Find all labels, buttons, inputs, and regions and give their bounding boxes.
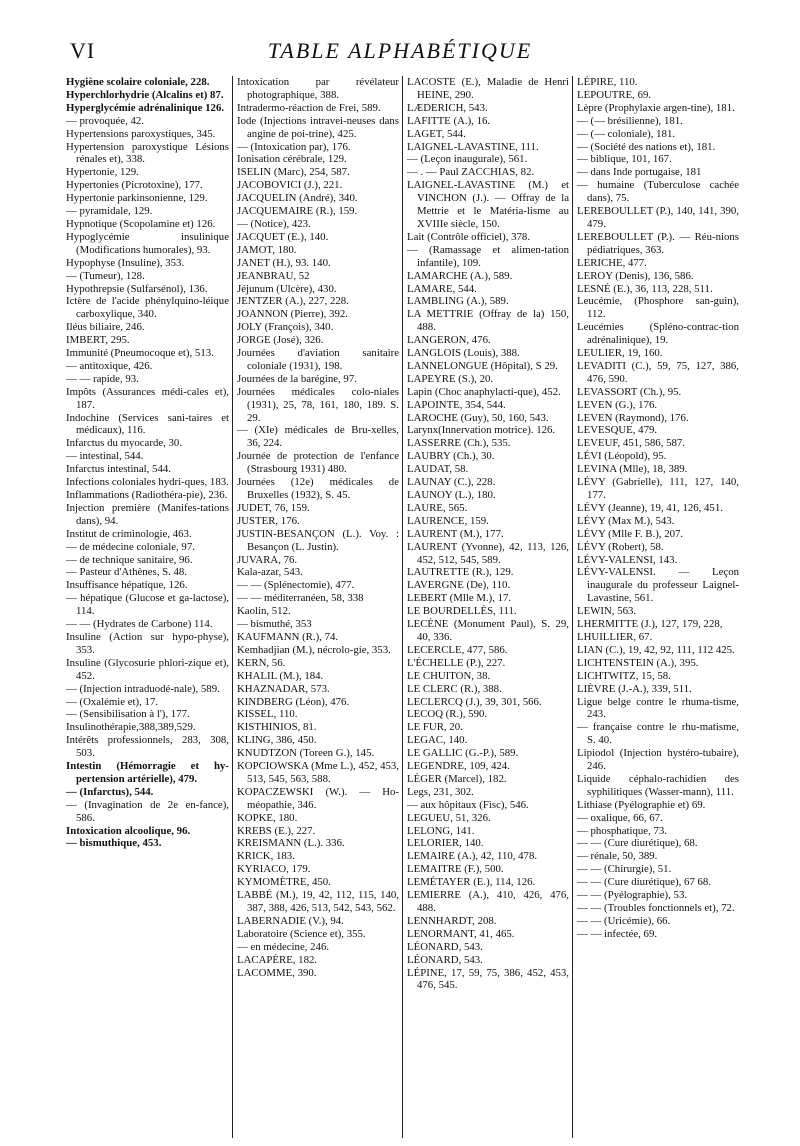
index-entry: LAURE, 565. [407, 501, 468, 514]
index-entry: JACQUEMAIRE (R.), 159. [237, 205, 358, 218]
index-entry: — rénale, 50, 389. [577, 850, 658, 863]
index-entry: LAUNAY (C.), 228. [407, 476, 496, 489]
index-entry: LEMAIRE (A.), 42, 110, 478. [407, 850, 538, 863]
index-entry: LEVADITI (C.), 59, 75, 127, 386, 476, 590. [577, 359, 739, 385]
page-number: VI [70, 38, 96, 63]
index-entry: KAUFMANN (R.), 74. [237, 630, 339, 643]
index-entry: — (— brésilienne), 181. [577, 114, 683, 127]
index-entry: — dans Inde portugaise, 181 [577, 166, 702, 179]
index-entry: Leucémie, (Phosphore san-guin), 112. [577, 295, 739, 321]
index-entry: LE CLERC (R.), 388. [407, 682, 502, 695]
index-entry: LECERCLE, 477, 586. [407, 643, 508, 656]
index-entry: — — rapide, 93. [66, 372, 139, 385]
index-entry: — (Oxalémie et), 17. [66, 695, 159, 708]
index-entry: Ligue belge contre le rhuma-tisme, 243. [577, 695, 739, 721]
index-entry: JACOBOVICI (J.), 221. [237, 179, 343, 192]
index-entry: LEGAC, 140. [407, 734, 468, 747]
index-entry: Immunité (Pneumocoque et), 513. [66, 347, 214, 360]
index-entry: — oxalique, 66, 67. [577, 811, 663, 824]
index-entry: Hypertonies (Picrotoxine), 177. [66, 179, 203, 192]
index-entry: Ictère de l'acide phénylquino-léique carboxylique, 340. [66, 295, 229, 321]
index-entry: KOPCIOWSKA (Mme L.), 452, 453, 513, 545, 563, 588. [237, 760, 399, 785]
index-entry: LÉVY (Jeanne), 19, 41, 126, 451. [577, 501, 723, 514]
index-entry: LAUDAT, 58. [407, 463, 469, 476]
index-entry: LELONG, 141. [407, 824, 475, 837]
index-entry: KLING, 386, 450. [237, 734, 317, 747]
index-entry: — pyramidale, 129. [66, 205, 153, 218]
index-entry: Journées d'aviation sanitaire coloniale (1931), 198. [237, 347, 399, 372]
index-entry: LESNÉ (E.), 36, 113, 228, 511. [577, 282, 713, 295]
page-title: TABLE ALPHABÉTIQUE [267, 38, 533, 63]
index-entry: LAUNOY (L.), 180. [407, 489, 496, 501]
index-entry: LEVESQUE, 479. [577, 424, 658, 437]
index-entry: — hépatique (Glucose et ga-lactose), 114. [66, 592, 229, 618]
index-entry: Insuline (Action sur hypo-physe), 353. [66, 630, 229, 656]
index-entry: KISTHINIOS, 81. [237, 721, 317, 734]
index-entry: LEBERT (Mlle M.), 17. [407, 592, 512, 605]
index-entry: — (Société des nations et), 181. [577, 140, 716, 153]
index-entry: — (Notice), 423. [237, 217, 311, 230]
index-entry: LHERMITTE (J.), 127, 179, 228, [577, 618, 723, 631]
index-entry: LECÈNE (Monument Paul), S. 29, 40, 336. [407, 618, 569, 643]
index-entry: LAMBLING (A.), 589. [407, 295, 509, 308]
index-entry: Journées médicales colo-niales (1931), 25, 78, 161, 180, 189. S. 29. [237, 385, 399, 424]
index-entry: LAMARCHE (A.), 589. [407, 269, 513, 282]
index-entry: KNUDTZON (Toreen G.), 145. [237, 747, 375, 760]
index-entry: LACAPÈRE, 182. [237, 953, 318, 966]
index-entry: Infarctus intestinal, 544. [66, 463, 171, 476]
index-entry: JAMOT, 180. [237, 243, 297, 256]
index-entry: LEVINA (Mlle), 18, 389. [577, 463, 688, 476]
index-entry: LAFITTE (A.), 16. [407, 114, 491, 127]
index-entry: LÉVY (Gabrielle), 111, 127, 140, 177. [577, 476, 739, 501]
index-entry: LEULIER, 19, 160. [577, 347, 663, 360]
index-entry: — — infectée, 69. [577, 927, 658, 940]
page-header [70, 38, 730, 72]
index-entry: LÉONARD, 543. [407, 940, 483, 953]
index-entry: Jéjunum (Ulcère), 430. [237, 282, 337, 295]
index-entry: Legs, 231, 302. [407, 785, 474, 798]
index-entry: — — (Troubles fonctionnels et), 72. [577, 902, 735, 914]
index-entry: Lipiodol (Injection hystéro-tubaire), 246. [577, 747, 739, 773]
index-entry: KREBS (E.), 227. [237, 824, 316, 837]
index-entry: Impôts (Assurances médi-cales et), 187. [66, 385, 229, 411]
index-entry: — (Intoxication par), 176. [237, 140, 351, 153]
index-entry: LEPOUTRE, 69. [577, 88, 652, 101]
index-entry: LERICHE, 477. [577, 256, 647, 269]
index-entry: LANNELONGUE (Hôpital), S 29. [407, 359, 558, 372]
index-entry: — (XIe) médicales de Bru-xelles, 36, 224. [237, 424, 399, 450]
index-entry: LAPOINTE, 354, 544. [407, 398, 506, 411]
index-entry: LEREBOULLET (P.). — Réu-nions pédiatriques, 363. [577, 230, 739, 256]
index-entry: Hypertensions paroxystiques, 345. [66, 127, 216, 140]
index-entry: LEVASSORT (Ch.), 95. [577, 385, 682, 398]
index-entry: — (Injection intraduodé-nale), 589. [66, 682, 220, 695]
index-entry: LAPEYRE (S.), 20. [407, 372, 494, 385]
index-entry: — — (Pyélographie), 53. [577, 889, 688, 902]
index-entry: — bismuthé, 353 [237, 618, 312, 631]
index-columns [62, 76, 742, 1138]
index-entry: Intestin (Hémorragie et hy-pertension artérielle), 479. [66, 760, 229, 785]
index-entry: Hyperchlorhydrie (Alcalins et) 87. [66, 88, 224, 101]
index-entry: LAURENT (Yvonne), 42, 113, 126, 452, 512, 545, 589. [407, 540, 569, 566]
index-entry: — antitoxique, 426. [66, 359, 153, 372]
index-entry: — (Infarctus), 544. [66, 785, 154, 798]
index-column-2 [232, 76, 402, 1138]
index-entry: LEVEUF, 451, 586, 587. [577, 437, 686, 450]
index-entry: JENTZER (A.), 227, 228. [237, 295, 349, 308]
index-entry: JANET (H.), 93. 140. [237, 256, 331, 269]
index-entry: Hypertonie, 129. [66, 166, 139, 179]
index-entry: Inflammations (Radiothéra-pie), 236. [66, 489, 228, 501]
index-entry: JOANNON (Pierre), 392. [237, 308, 348, 321]
index-entry: — aux hôpitaux (Fisc), 546. [407, 798, 529, 811]
index-entry: — (Sensibilisation à l'), 177. [66, 708, 190, 721]
index-entry: LÉPIRE, 110. [577, 76, 638, 88]
index-entry: LÉPINE, 17, 59, 75, 386, 452, 453, 476, 545. [407, 966, 569, 992]
index-entry: Larynx(Innervation motrice). 126. [407, 424, 556, 437]
index-entry: Kala-azar, 543. [237, 566, 303, 579]
index-entry: JACQUET (E.), 140. [237, 230, 329, 243]
index-entry: LAIGNEL-LAVASTINE, 111. [407, 140, 539, 153]
index-entry: Laboratoire (Science et), 355. [237, 927, 366, 940]
index-entry: Lapin (Choc anaphylacti-que), 452. [407, 385, 561, 398]
index-column-1 [62, 76, 232, 1138]
index-entry: KERN, 56. [237, 656, 286, 669]
index-entry: LABBÉ (M.), 19, 42, 112, 115, 140, 387, 388, 426, 513, 542, 543, 562. [237, 889, 399, 914]
index-entry: LHUILLIER, 67. [577, 630, 653, 643]
index-entry: LE FUR, 20. [407, 721, 463, 734]
index-entry: Hypertension paroxystique Lésions rénales et), 338. [66, 140, 229, 166]
index-entry: LIAN (C.), 19, 42, 92, 111, 112 425. [577, 643, 735, 656]
index-entry: LEMÉTAYER (E.), 114, 126. [407, 876, 536, 889]
index-entry: LEMAITRE (F.), 500. [407, 863, 504, 876]
index-entry: Iléus biliaire, 246. [66, 321, 145, 334]
index-entry: — (Tumeur), 128. [66, 269, 145, 282]
index-entry: — (Invagination de 2e en-fance), 586. [66, 798, 229, 824]
index-entry: LE BOURDELLÈS, 111. [407, 605, 517, 618]
index-entry: — (— coloniale), 181. [577, 127, 676, 140]
index-entry: LÉGER (Marcel), 182. [407, 772, 507, 785]
index-entry: LA METTRIE (Offray de la) 150, 488. [407, 308, 569, 334]
index-entry: — . — Paul ZACCHIAS, 82. [407, 166, 535, 179]
index-entry: JUVARA, 76. [237, 553, 298, 566]
index-entry: Infections coloniales hydri-ques, 183. [66, 476, 229, 489]
index-entry: Insuffisance hépatique, 126. [66, 579, 188, 592]
index-entry: Leucémies (Spléno-contrac-tion adrénalinique), 19. [577, 321, 739, 347]
index-entry: Lait (Contrôle officiel), 378. [407, 230, 531, 243]
index-entry: Kaolin, 512. [237, 605, 291, 618]
index-entry: Kemhadjian (M.), nécrolo-gie, 353. [237, 643, 391, 656]
index-entry: JUDET, 76, 159. [237, 501, 310, 514]
index-entry: JUSTER, 176. [237, 514, 300, 527]
index-entry: Hypnotique (Scopolamine et) 126. [66, 217, 216, 230]
index-entry: Hypertonie parkinsonienne, 129. [66, 192, 208, 205]
index-entry: JUSTIN-BESANÇON (L.). Voy. : Besançon (L. Justin). [237, 527, 399, 553]
index-entry: LIÈVRE (J.-A.), 339, 511. [577, 682, 692, 695]
index-entry: LÉVY-VALENSI, 143. [577, 553, 678, 566]
index-entry: LEROY (Denis), 136, 586. [577, 269, 694, 282]
index-entry: Insuline (Glycosurie phlori-zique et), 452. [66, 656, 229, 682]
index-entry: LE CHUITON, 38. [407, 669, 491, 682]
index-entry: JEANBRAU, 52 [237, 269, 310, 282]
index-entry: KHALIL (M.), 184. [237, 669, 324, 682]
index-entry: LACOMME, 390. [237, 966, 317, 979]
index-entry: LASSERRE (Ch.), 535. [407, 437, 511, 450]
index-entry: LAGET, 544. [407, 127, 466, 140]
index-entry: LECLERCQ (J.), 39, 301, 566. [407, 695, 542, 708]
index-entry: LABERNADIE (V.), 94. [237, 914, 344, 927]
index-entry: Hyperglycémie adrénalinique 126. [66, 101, 225, 114]
index-entry: KYMOMÈTRE, 450. [237, 876, 331, 889]
index-entry: JACQUELIN (André), 340. [237, 192, 358, 205]
index-entry: LACOSTE (E.), Maladie de Henri HEINE, 290. [407, 76, 569, 101]
index-entry: LÉVY (Max M.), 543. [577, 514, 675, 527]
index-entry: LAURENCE, 159. [407, 514, 489, 527]
index-column-4 [572, 76, 742, 1138]
index-entry: Journées de la barégine, 97. [237, 372, 357, 385]
index-entry: KISSEL, 110. [237, 708, 298, 721]
index-entry: KOPKE, 180. [237, 811, 298, 824]
index-entry: KINDBERG (Léon), 476. [237, 695, 350, 708]
index-entry: LÉONARD, 543. [407, 953, 483, 966]
index-entry: LAMARE, 544. [407, 282, 477, 295]
index-entry: Institut de criminologie, 463. [66, 527, 192, 540]
index-entry: Indochine (Services sani-taires et médicaux), 116. [66, 411, 229, 437]
index-entry: Journée de protection de l'enfance (Strasbourg 1931) 480. [237, 450, 399, 476]
index-entry: — de médecine coloniale, 97. [66, 540, 195, 553]
index-entry: Hypoglycémie insulinique (Modifications humorales), 93. [66, 230, 229, 256]
index-column-3 [402, 76, 572, 1138]
index-entry: — française contre le rhu-matisme, S. 40. [577, 721, 739, 747]
index-entry: L'ÉCHELLE (P.), 227. [407, 656, 506, 669]
index-entry: — — (Chirurgie), 51. [577, 863, 672, 876]
index-entry: LECOQ (R.), 590. [407, 708, 488, 721]
index-entry: Journées (12e) médicales de Bruxelles (1932), S. 45. [237, 476, 399, 501]
index-entry: LENORMANT, 41, 465. [407, 927, 515, 940]
index-entry: — humaine (Tuberculose cachée dans), 75. [577, 179, 739, 205]
index-entry: — — (Cure diurétique), 68. [577, 837, 698, 850]
index-entry: LÉVY (Robert), 58. [577, 540, 664, 553]
index-entry: Lithiase (Pyélographie et) 69. [577, 798, 706, 811]
index-entry: Liquide céphalo-rachidien des syphilitiques (Wasser-mann), 111. [577, 772, 739, 798]
index-entry: LEREBOULLET (P.), 140, 141, 390, 479. [577, 205, 739, 230]
index-entry: Insulinothérapie,388,389,529. [66, 721, 196, 734]
index-entry: LEGENDRE, 109, 424. [407, 760, 510, 773]
index-entry: — biblique, 101, 167. [577, 153, 672, 166]
index-entry: — — (Cure diurétique), 67 68. [577, 876, 712, 889]
index-entry: — intestinal, 544. [66, 450, 144, 463]
index-entry: — Pasteur d'Athènes, S. 48. [66, 566, 188, 579]
index-entry: KRICK, 183. [237, 850, 295, 863]
index-entry: Intérêts professionnels, 283, 308, 503. [66, 734, 229, 760]
index-entry: — (Leçon inaugurale), 561. [407, 153, 528, 166]
index-entry: — bismuthique, 453. [66, 837, 162, 850]
index-entry: — de technique sanitaire, 96. [66, 553, 193, 566]
index-entry: — provoquée, 42. [66, 114, 144, 127]
index-entry: IMBERT, 295. [66, 334, 130, 347]
index-entry: LEWIN, 563. [577, 605, 637, 618]
index-entry: LEVEN (G.), 176. [577, 398, 658, 411]
index-entry: Infarctus du myocarde, 30. [66, 437, 183, 450]
index-entry: LAIGNEL-LAVASTINE (M.) et VINCHON (J.). — Offray de la Mettrie et le Matéria-lisme au XVIIIe siècle, 150. [407, 179, 569, 230]
index-entry: Hygiène scolaire coloniale, 228. [66, 76, 210, 88]
index-entry: KREISMANN (L.). 336. [237, 837, 345, 850]
index-entry: LAROCHE (Guy), 50, 160, 543. [407, 411, 549, 424]
index-entry: Lèpre (Prophylaxie argen-tine), 181. [577, 101, 735, 114]
index-entry: Intoxication alcoolique, 96. [66, 824, 191, 837]
index-entry: — — (Hydrates de Carbone) 114. [66, 618, 213, 631]
index-entry: Ionisation cérébrale, 129. [237, 153, 347, 166]
index-entry: JORGE (José), 326. [237, 334, 324, 347]
index-entry: KYRIACO, 179. [237, 863, 311, 876]
index-entry: — — méditerranéen, 58, 338 [237, 592, 364, 605]
index-entry: — phosphatique, 73. [577, 824, 667, 837]
index-entry: — en médecine, 246. [237, 940, 330, 953]
index-entry: LÉVI (Léopold), 95. [577, 450, 667, 463]
index-entry: — — (Splénectomie), 477. [237, 579, 355, 592]
index-entry: LAURENT (M.), 177. [407, 527, 504, 540]
index-entry: Hypothrepsie (Sulfarsénol), 136. [66, 282, 208, 295]
index-entry: LAUBRY (Ch.), 30. [407, 450, 495, 463]
index-entry: Iode (Injections intravei-neuses dans angine de poi-trine), 425. [237, 114, 399, 140]
index-entry: — (Ramassage et alimen-tation infantile), 109. [407, 243, 569, 269]
index-entry: LANGERON, 476. [407, 334, 491, 347]
index-entry: LEVEN (Raymond), 176. [577, 411, 689, 424]
index-entry: LÆDERICH, 543. [407, 101, 488, 114]
index-entry: LE GALLIC (G.-P.), 589. [407, 747, 519, 760]
index-entry: LEMIERRE (A.), 410, 426, 476, 488. [407, 889, 569, 914]
index-entry: Intradermo-réaction de Frei, 589. [237, 101, 381, 114]
index-entry: ISELIN (Marc), 254, 587. [237, 166, 350, 179]
index-entry: LICHTWITZ, 15, 58. [577, 669, 671, 682]
index-entry: LELORIER, 140. [407, 837, 484, 850]
index-entry: LANGLOIS (Louis), 388. [407, 347, 520, 360]
index-entry: JOLY (François), 340. [237, 321, 334, 334]
index-entry: LEGUEU, 51, 326. [407, 811, 491, 824]
index-entry: LAUTRETTE (R.), 129. [407, 566, 514, 579]
index-entry: LÉVY-VALENSI. — Leçon inaugurale du professeur Laignel-Lavastine, 561. [577, 566, 739, 605]
index-entry: Hypophyse (Insuline), 353. [66, 256, 185, 269]
index-entry: KOPACZEWSKI (W.). — Ho-méopathie, 346. [237, 785, 399, 811]
index-entry: LICHTENSTEIN (A.), 395. [577, 656, 699, 669]
index-entry: LAVERGNE (De), 110. [407, 579, 511, 592]
index-entry: Intoxication par révélateur photographique, 388. [237, 76, 399, 101]
index-entry: Injection première (Manifes-tations dans), 94. [66, 501, 229, 527]
index-entry: LÉVY (Mlle F. B.), 207. [577, 527, 684, 540]
index-entry: — — (Uricémie), 66. [577, 914, 671, 927]
index-entry: LENNHARDT, 208. [407, 914, 497, 927]
index-entry: KHAZNADAR, 573. [237, 682, 330, 695]
